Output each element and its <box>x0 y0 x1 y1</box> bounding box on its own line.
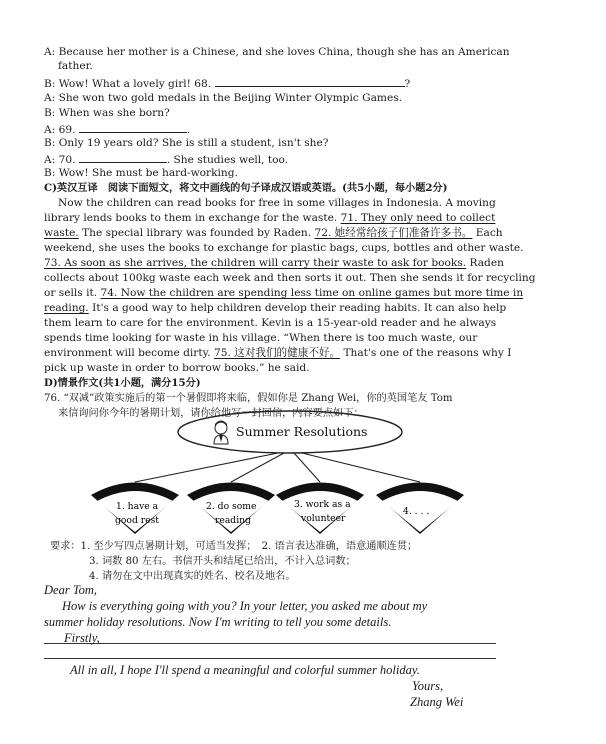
fan-2 <box>187 483 275 535</box>
fan-4 <box>376 483 464 535</box>
section-c-heading: C)英汉互译 阅读下面短文，将文中画线的句子译成汉语或英语。(共5小题，每小题2分) <box>44 182 448 194</box>
requirement-1-2: 要求：1. 至少写四点暑期计划，可适当发挥； 2. 语言表达准确，语意通顺连贯； <box>50 541 418 552</box>
passage-line: waste. The special library was founded by Raden. 72. 她经常给孩子们准备许多书。 Each <box>44 227 503 239</box>
diagram-title: Summer Resolutions <box>236 424 368 439</box>
underlined-sentence-75: 75. 这对我们的健康不好。 <box>213 347 341 359</box>
writing-line[interactable] <box>44 643 496 644</box>
dialogue-line: B: Wow! She must be hard-working. <box>44 167 238 179</box>
passage-line: library lends books to them in exchange for the waste. 71. They only need to collect <box>44 212 496 224</box>
question-76-cont: 来信询问你今年的暑期计划，请你给他写一封回信，内容要点如下： <box>58 408 364 419</box>
dialogue-line: A: She won two gold medals in the Beijing Winter Olympic Games. <box>44 92 403 104</box>
fan-1 <box>91 483 179 535</box>
passage-line: Now the children can read books for free in some villages in Indonesia. A moving <box>58 197 496 209</box>
dialogue-line: B: When was she born? <box>44 107 170 119</box>
dialogue-line: A: 69. . <box>44 124 191 136</box>
passage-line: reading. It's a good way to help children develop their reading habits. It can also help <box>44 302 507 314</box>
question-76: 76. “双减”政策实施后的第一个暑假即将来临，假如你是 Zhang Wei，你的英国笔友 Tom <box>44 393 453 404</box>
fan-4-line1: 4. . . . <box>403 506 430 517</box>
section-d-heading: D)情景作文(共1小题，满分15分) <box>44 377 201 389</box>
fan-1-line2: good rest <box>115 515 159 526</box>
requirement-3: 3. 词数 80 左右。书信开头和结尾已给出，不计入总词数； <box>89 556 356 567</box>
passage-line: 73. As soon as she arrives, the children will carry their waste to ask for books. Raden <box>44 257 504 269</box>
person-icon <box>214 421 228 445</box>
passage-line: pick up waste in order to borrow books.” he said. <box>44 362 310 374</box>
dialogue-line: B: Only 19 years old? She is still a student, isn't she? <box>44 137 329 149</box>
underlined-sentence-72: 72. 她经常给孩子们准备许多书。 <box>314 227 473 239</box>
letter-salutation: Dear Tom, <box>44 583 98 597</box>
fan-2-line1: 2. do some <box>206 501 257 512</box>
passage-line: environment will become dirty. 75. 这对我们的健康不好。 That's one of the reasons why I <box>44 347 512 359</box>
requirement-4: 4. 请勿在文中出现真实的姓名、校名及地名。 <box>89 571 296 582</box>
letter-yours: Yours, <box>412 679 444 693</box>
passage-line: collects about 100kg waste each week and then sorts it out. Then she sends it for recycling <box>44 272 536 284</box>
underlined-sentence-73: 73. As soon as she arrives, the children will carry their waste to ask for books. <box>44 257 467 269</box>
passage-line: weekend, she uses the books to exchange for plastic bags, cups, bottles and other waste. <box>44 242 524 254</box>
passage-line: or sells it. 74. Now the children are spending less time on online games but more time in <box>44 287 524 299</box>
letter-firstly: Firstly, <box>64 631 100 645</box>
fan-3 <box>276 483 364 535</box>
dialogue-line: A: Because her mother is a Chinese, and she loves China, though she has an American <box>44 46 510 58</box>
letter-body: summer holiday resolutions. Now I'm writing to tell you some details. <box>44 615 392 629</box>
fan-2-line2: reading <box>215 515 251 526</box>
passage-line: spends time looking for waste in his village. “When there is too much waste, our <box>44 332 478 344</box>
letter-body: How is everything going with you? In your letter, you asked me about my <box>62 599 428 613</box>
writing-line[interactable] <box>44 658 496 659</box>
letter-closing: All in all, I hope I'll spend a meaningful and colorful summer holiday. <box>70 663 420 677</box>
passage-line: them learn to care for the environment. Kevin is a 15-year-old reader and he always <box>44 317 497 329</box>
underlined-sentence-71: 71. They only need to collect <box>340 212 496 224</box>
fan-3-line2: volunteer <box>301 513 346 524</box>
letter-signature: Zhang Wei <box>410 695 464 709</box>
fan-1-line1: 1. have a <box>116 501 159 512</box>
dialogue-line: A: 70. . She studies well, too. <box>44 154 289 166</box>
fan-3-line1: 3. work as a <box>294 499 351 510</box>
dialogue-line: B: Wow! What a lovely girl! 68. ? <box>44 78 411 90</box>
underlined-sentence-74: 74. Now the children are spending less time on online games but more time in <box>100 287 524 299</box>
dialogue-line: father. <box>58 60 93 72</box>
